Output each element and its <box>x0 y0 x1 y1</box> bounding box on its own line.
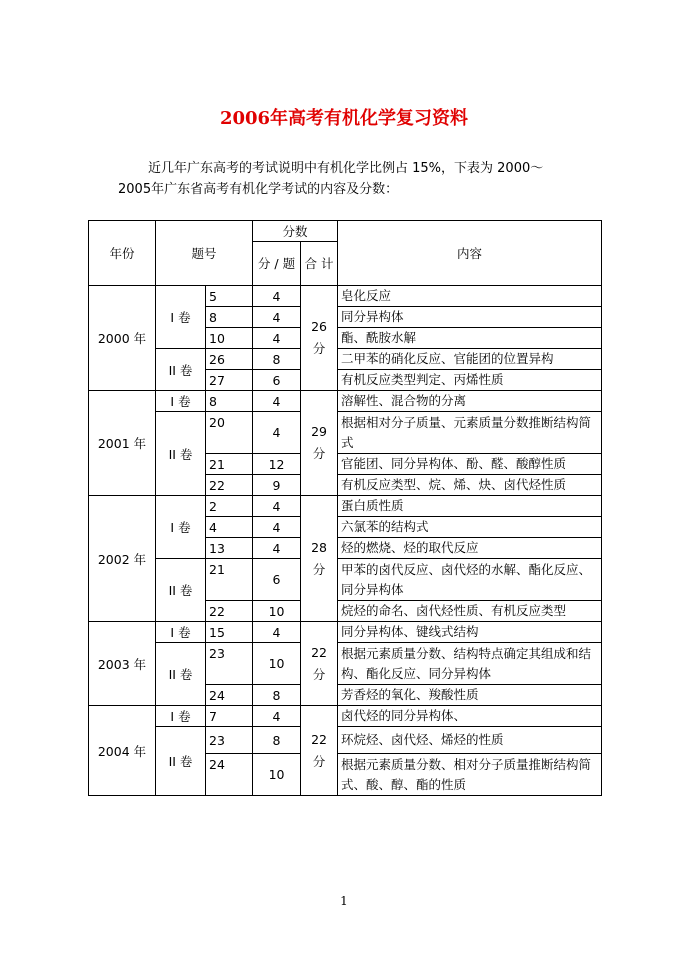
content-cell: 烃的燃烧、烃的取代反应 <box>338 538 602 559</box>
question-no: 15 <box>206 622 253 643</box>
header-total: 合 计 <box>301 242 338 286</box>
score-cell: 8 <box>253 349 301 370</box>
content-cell: 根据元素质量分数、相对分子质量推断结构简式、酸、醇、酯的性质 <box>338 754 602 796</box>
score-cell: 4 <box>253 622 301 643</box>
table-row <box>89 727 602 754</box>
year-cell: 2002 年 <box>89 496 156 622</box>
total-cell: 28 分 <box>301 496 338 622</box>
table-row <box>89 349 602 370</box>
page-title: 2006年高考有机化学复习资料 <box>219 108 469 129</box>
question-no: 22 <box>206 475 253 496</box>
score-cell: 4 <box>253 412 301 454</box>
content-cell: 皂化反应 <box>338 286 602 307</box>
header-question: 题号 <box>156 221 253 286</box>
intro-line-1: 近几年广东高考的考试说明中有机化学比例占 15%，下表为 2000～ <box>148 161 544 176</box>
score-cell: 9 <box>253 475 301 496</box>
question-no: 27 <box>206 370 253 391</box>
score-cell: 6 <box>253 370 301 391</box>
table-row <box>89 286 602 307</box>
intro-line-2: 2005年广东省高考有机化学考试的内容及分数： <box>118 182 399 197</box>
score-cell: 10 <box>253 643 301 685</box>
paper-cell: I 卷 <box>156 286 206 349</box>
question-no: 23 <box>206 643 253 685</box>
score-cell: 4 <box>253 328 301 349</box>
content-cell: 溶解性、混合物的分离 <box>338 391 602 412</box>
content-cell: 六氯苯的结构式 <box>338 517 602 538</box>
year-cell: 2001 年 <box>89 391 156 496</box>
question-no: 7 <box>206 706 253 727</box>
paper-cell: II 卷 <box>156 559 206 622</box>
table-row <box>89 559 602 601</box>
question-no: 5 <box>206 286 253 307</box>
score-cell: 4 <box>253 517 301 538</box>
score-cell: 8 <box>253 685 301 706</box>
year-cell: 2000 年 <box>89 286 156 391</box>
table-row <box>89 496 602 517</box>
question-no: 20 <box>206 412 253 454</box>
intro-paragraph <box>118 158 598 200</box>
content-cell: 蛋白质性质 <box>338 496 602 517</box>
content-cell: 芳香烃的氧化、羧酸性质 <box>338 685 602 706</box>
score-cell: 8 <box>253 727 301 754</box>
content-cell: 有机反应类型判定、丙烯性质 <box>338 370 602 391</box>
header-per-question: 分 / 题 <box>253 242 301 286</box>
question-no: 24 <box>206 685 253 706</box>
content-cell: 环烷烃、卤代烃、烯烃的性质 <box>338 727 602 754</box>
content-cell: 官能团、同分异构体、酚、醛、酸醇性质 <box>338 454 602 475</box>
paper-cell: II 卷 <box>156 727 206 796</box>
header-content: 内容 <box>338 221 602 286</box>
total-cell: 29 分 <box>301 391 338 496</box>
question-no: 10 <box>206 328 253 349</box>
page-number: 1 <box>340 894 348 908</box>
score-cell: 10 <box>253 601 301 622</box>
question-no: 26 <box>206 349 253 370</box>
content-cell: 烷烃的命名、卤代烃性质、有机反应类型 <box>338 601 602 622</box>
table-row <box>89 643 602 685</box>
table-row <box>89 391 602 412</box>
total-cell: 26 分 <box>301 286 338 391</box>
question-no: 4 <box>206 517 253 538</box>
question-no: 21 <box>206 454 253 475</box>
content-cell: 根据元素质量分数、结构特点确定其组成和结构、酯化反应、同分异构体 <box>338 643 602 685</box>
score-cell: 4 <box>253 538 301 559</box>
year-cell: 2004 年 <box>89 706 156 796</box>
content-cell: 酯、酰胺水解 <box>338 328 602 349</box>
question-no: 13 <box>206 538 253 559</box>
question-no: 23 <box>206 727 253 754</box>
score-cell: 4 <box>253 706 301 727</box>
question-no: 22 <box>206 601 253 622</box>
content-cell: 有机反应类型、烷、烯、炔、卤代烃性质 <box>338 475 602 496</box>
content-cell: 根据相对分子质量、元素质量分数推断结构简式 <box>338 412 602 454</box>
table-row <box>89 706 602 727</box>
content-cell: 甲苯的卤代反应、卤代烃的水解、酯化反应、同分异构体 <box>338 559 602 601</box>
score-cell: 4 <box>253 286 301 307</box>
header-score: 分数 <box>253 221 338 242</box>
score-cell: 10 <box>253 754 301 796</box>
score-cell: 4 <box>253 391 301 412</box>
total-cell: 22 分 <box>301 622 338 706</box>
question-no: 8 <box>206 391 253 412</box>
score-cell: 4 <box>253 307 301 328</box>
paper-cell: I 卷 <box>156 706 206 727</box>
score-cell: 6 <box>253 559 301 601</box>
exam-score-table <box>88 220 602 796</box>
question-no: 2 <box>206 496 253 517</box>
paper-cell: II 卷 <box>156 349 206 391</box>
content-cell: 二甲苯的硝化反应、官能团的位置异构 <box>338 349 602 370</box>
year-cell: 2003 年 <box>89 622 156 706</box>
content-cell: 卤代烃的同分异构体、 <box>338 706 602 727</box>
question-no: 8 <box>206 307 253 328</box>
paper-cell: I 卷 <box>156 391 206 412</box>
paper-cell: II 卷 <box>156 643 206 706</box>
question-no: 21 <box>206 559 253 601</box>
header-year: 年份 <box>89 221 156 286</box>
question-no: 24 <box>206 754 253 796</box>
table-row <box>89 622 602 643</box>
score-cell: 12 <box>253 454 301 475</box>
score-cell: 4 <box>253 496 301 517</box>
paper-cell: II 卷 <box>156 412 206 496</box>
table-row <box>89 412 602 454</box>
paper-cell: I 卷 <box>156 622 206 643</box>
paper-cell: I 卷 <box>156 496 206 559</box>
total-cell: 22 分 <box>301 706 338 796</box>
content-cell: 同分异构体、键线式结构 <box>338 622 602 643</box>
content-cell: 同分异构体 <box>338 307 602 328</box>
